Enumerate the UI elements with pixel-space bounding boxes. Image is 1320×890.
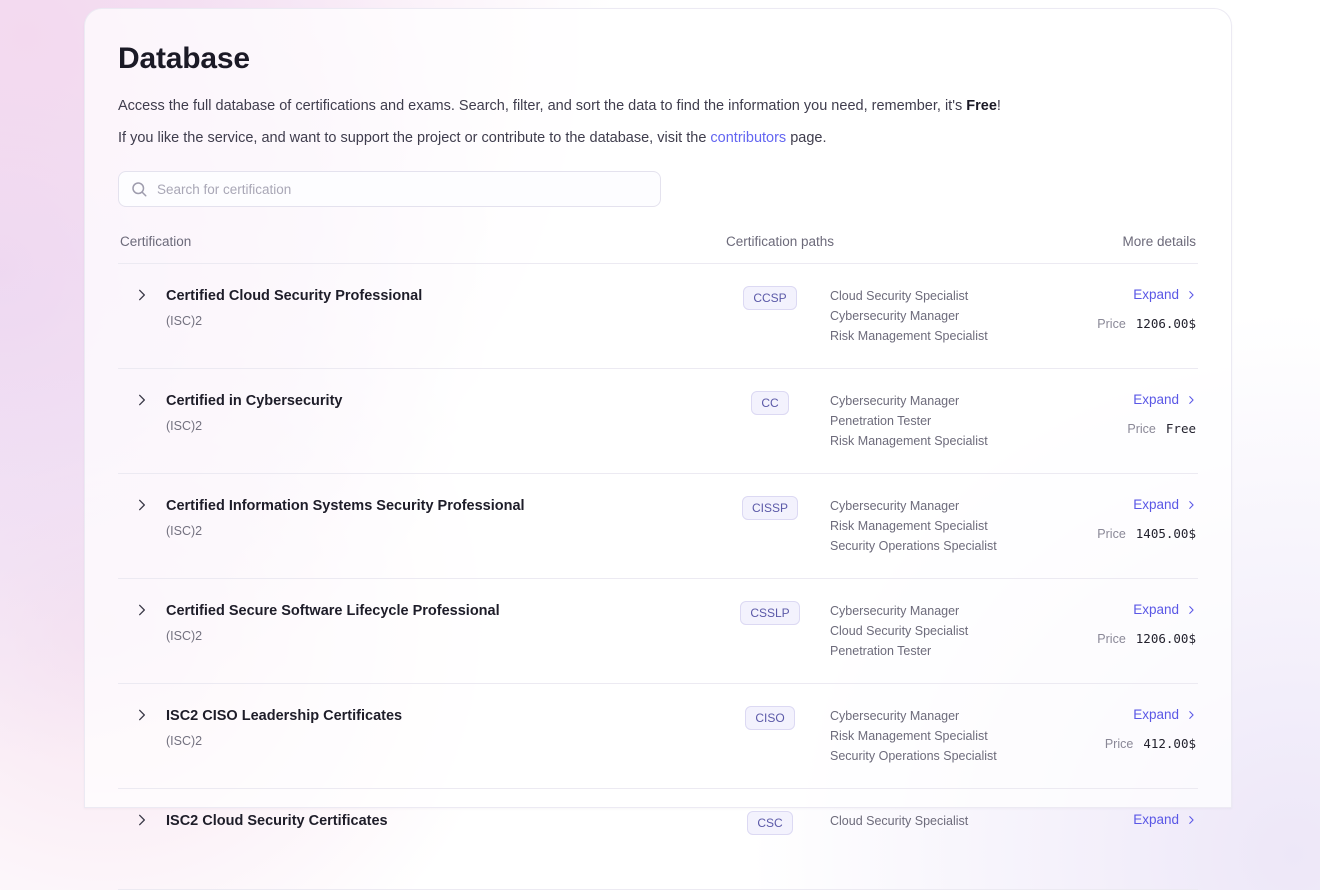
list-item: Cloud Security Specialist	[830, 624, 969, 638]
expand-button[interactable]	[998, 392, 1196, 407]
more-details-cell	[998, 706, 1198, 751]
status-badge: CISSP	[742, 496, 798, 520]
status-badge: CSC	[747, 811, 792, 835]
certification-paths-cell	[822, 601, 998, 661]
more-details-cell	[998, 811, 1198, 829]
list-item: Cybersecurity Manager	[830, 309, 960, 323]
certification-paths-cell	[822, 286, 998, 346]
row-toggle[interactable]	[118, 286, 166, 302]
certification-name: Certified Secure Software Lifecycle Professional	[166, 603, 500, 619]
price-label: Price	[1097, 632, 1126, 646]
certification-paths-cell	[822, 811, 998, 831]
certification-vendor: (ISC)2	[166, 419, 203, 433]
table-row[interactable]	[118, 684, 1198, 789]
price-line	[998, 631, 1196, 646]
certification-cell	[166, 811, 718, 831]
price-line	[998, 736, 1196, 751]
expand-label: Expand	[1133, 707, 1179, 722]
list-item: Cybersecurity Manager	[830, 604, 960, 618]
list-item: Risk Management Specialist	[830, 434, 988, 448]
list-item: Security Operations Specialist	[830, 539, 997, 553]
price-label: Price	[1097, 527, 1126, 541]
expand-button[interactable]	[998, 602, 1196, 617]
expand-label: Expand	[1133, 812, 1179, 827]
intro-text-1: Access the full database of certifications and exams. Search, filter, and sort the data to find the information you need, remember, it's	[118, 98, 967, 114]
certification-paths-cell	[822, 391, 998, 451]
certification-code-cell	[718, 811, 822, 835]
price-value: 1405.00$	[1135, 526, 1196, 541]
intro-paragraph-2	[118, 127, 1198, 149]
list-item: Security Operations Specialist	[830, 749, 997, 763]
list-item: Risk Management Specialist	[830, 329, 988, 343]
certification-vendor: (ISC)2	[166, 524, 203, 538]
status-badge: CSSLP	[740, 601, 799, 625]
row-toggle[interactable]	[118, 496, 166, 512]
price-line	[998, 421, 1196, 436]
certification-code-cell	[718, 496, 822, 520]
chevron-right-icon	[135, 708, 149, 722]
certification-paths-cell	[822, 496, 998, 556]
expand-label: Expand	[1133, 602, 1179, 617]
table-row[interactable]	[118, 264, 1198, 369]
certification-vendor: (ISC)2	[166, 314, 203, 328]
certification-cell	[166, 496, 718, 538]
list-item: Cybersecurity Manager	[830, 394, 960, 408]
database-page-card	[84, 8, 1232, 830]
certification-code-cell	[718, 286, 822, 310]
certification-vendor: (ISC)2	[166, 734, 203, 748]
table-header-row	[118, 234, 1198, 264]
certification-cell	[166, 706, 718, 748]
expand-button[interactable]	[998, 287, 1196, 302]
price-value: 1206.00$	[1135, 316, 1196, 331]
list-item: Cloud Security Specialist	[830, 289, 969, 303]
column-header-more-details: More details	[1122, 234, 1196, 249]
chevron-right-icon	[1186, 605, 1196, 615]
search-icon	[130, 180, 148, 198]
row-toggle[interactable]	[118, 601, 166, 617]
list-item: Cybersecurity Manager	[830, 709, 960, 723]
more-details-cell	[998, 286, 1198, 331]
column-header-certification: Certification	[120, 234, 192, 249]
list-item: Risk Management Specialist	[830, 519, 988, 533]
price-value: Free	[1165, 421, 1196, 436]
certification-code-cell	[718, 391, 822, 415]
row-toggle[interactable]	[118, 391, 166, 407]
intro-text-2-end: page.	[786, 130, 827, 146]
status-badge: CCSP	[743, 286, 796, 310]
search-box[interactable]	[118, 171, 661, 207]
price-value: 412.00$	[1143, 736, 1196, 751]
search-input[interactable]	[118, 171, 661, 207]
price-label: Price	[1097, 317, 1126, 331]
certification-name: Certified Information Systems Security Professional	[166, 498, 525, 514]
certification-name: Certified Cloud Security Professional	[166, 288, 423, 304]
row-toggle[interactable]	[118, 811, 166, 827]
expand-button[interactable]	[998, 497, 1196, 512]
chevron-right-icon	[135, 813, 149, 827]
expand-label: Expand	[1133, 287, 1179, 302]
certification-cell	[166, 601, 718, 643]
expand-label: Expand	[1133, 392, 1179, 407]
chevron-right-icon	[1186, 395, 1196, 405]
intro-text-2: If you like the service, and want to support the project or contribute to the database, visit the	[118, 130, 711, 146]
list-item: Cybersecurity Manager	[830, 499, 960, 513]
chevron-right-icon	[135, 288, 149, 302]
expand-button[interactable]	[998, 707, 1196, 722]
chevron-right-icon	[1186, 500, 1196, 510]
chevron-right-icon	[135, 603, 149, 617]
expand-label: Expand	[1133, 497, 1179, 512]
chevron-right-icon	[135, 498, 149, 512]
chevron-right-icon	[1186, 290, 1196, 300]
certification-name: ISC2 CISO Leadership Certificates	[166, 708, 403, 724]
certification-paths-cell	[822, 706, 998, 766]
price-value: 1206.00$	[1135, 631, 1196, 646]
table-row[interactable]	[118, 789, 1198, 890]
certification-code-cell	[718, 601, 822, 625]
more-details-cell	[998, 601, 1198, 646]
list-item: Cloud Security Specialist	[830, 814, 969, 828]
status-badge: CISO	[745, 706, 794, 730]
list-item: Penetration Tester	[830, 644, 932, 658]
certification-cell	[166, 391, 718, 433]
intro-text-1-end: !	[996, 98, 1001, 114]
status-badge: CC	[751, 391, 788, 415]
certification-vendor: (ISC)2	[166, 629, 203, 643]
page-title: Database	[118, 42, 250, 75]
certification-code-cell	[718, 706, 822, 730]
chevron-right-icon	[135, 393, 149, 407]
certification-cell	[166, 286, 718, 328]
list-item: Penetration Tester	[830, 414, 932, 428]
table-row[interactable]	[118, 579, 1198, 684]
row-toggle[interactable]	[118, 706, 166, 722]
price-label: Price	[1104, 737, 1134, 751]
more-details-cell	[998, 496, 1198, 541]
list-item: Risk Management Specialist	[830, 729, 988, 743]
chevron-right-icon	[1186, 710, 1196, 720]
expand-button[interactable]	[998, 812, 1196, 827]
contributors-link[interactable]: contributors	[710, 130, 787, 146]
column-header-paths: Certification paths	[726, 234, 835, 249]
certification-name: ISC2 Cloud Security Certificates	[166, 813, 388, 829]
certification-table	[118, 264, 1198, 890]
more-details-cell	[998, 391, 1198, 436]
price-line	[998, 316, 1196, 331]
price-line	[998, 526, 1196, 541]
price-label: Price	[1127, 422, 1156, 436]
table-row[interactable]	[118, 474, 1198, 579]
free-emphasis: Free	[966, 98, 997, 114]
certification-name: Certified in Cybersecurity	[166, 393, 343, 409]
intro-paragraph-1	[118, 95, 1198, 117]
table-row[interactable]	[118, 369, 1198, 474]
chevron-right-icon	[1186, 815, 1196, 825]
